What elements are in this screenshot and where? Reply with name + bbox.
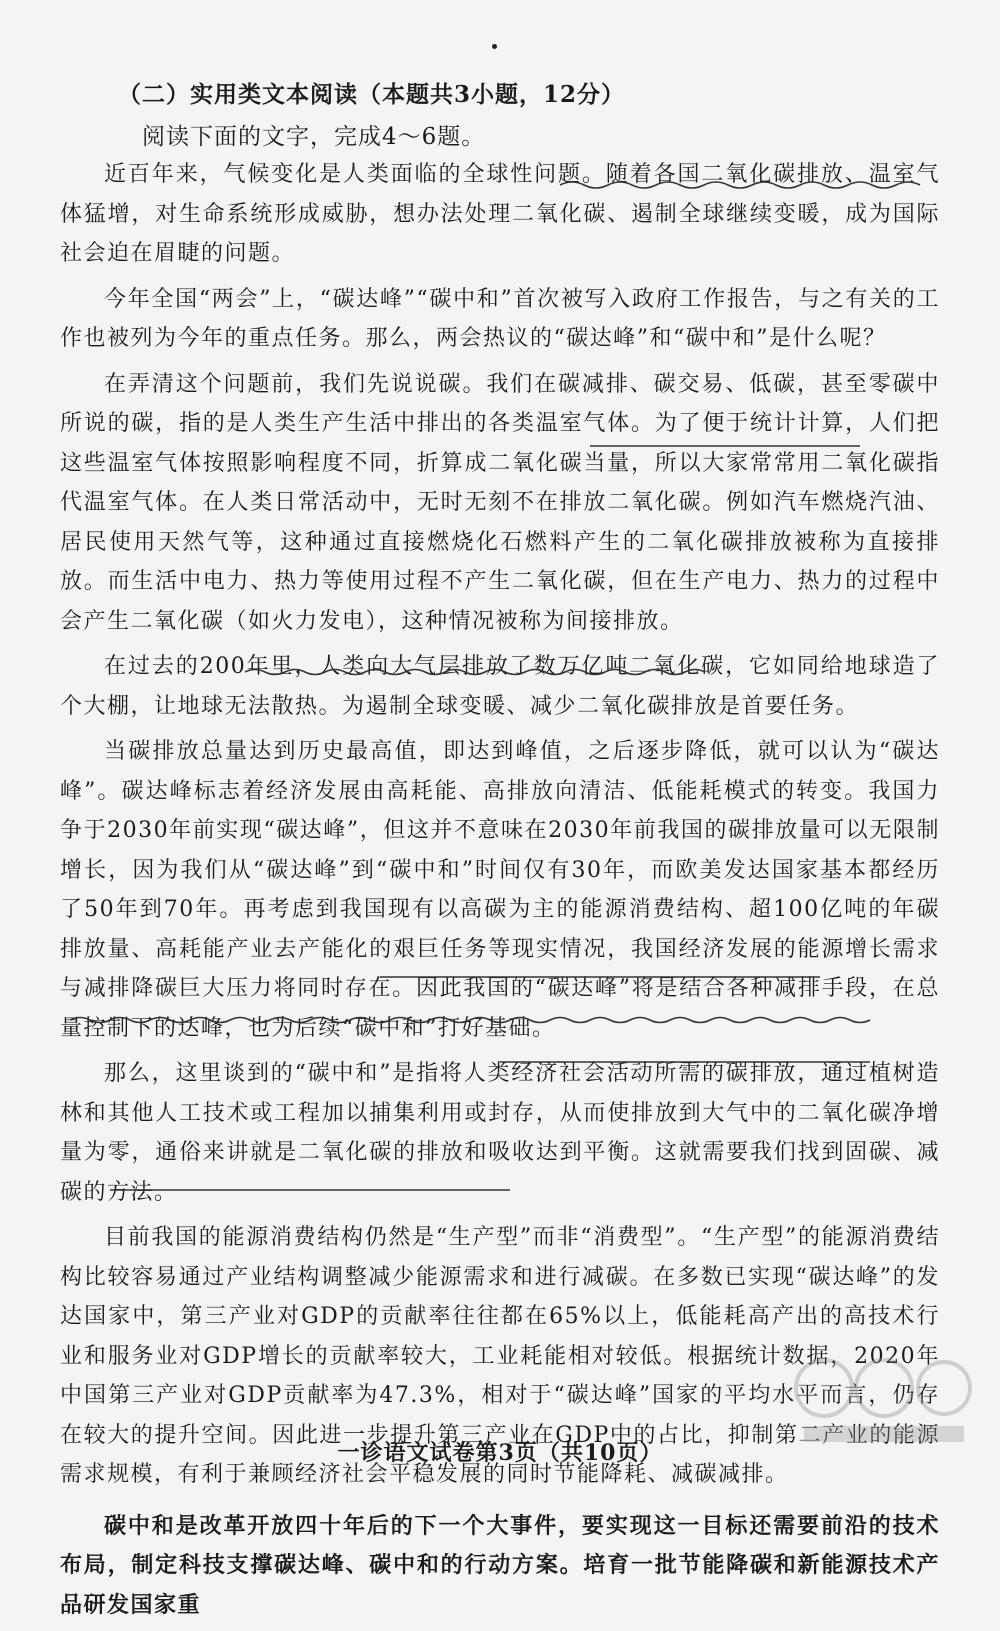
passage-paragraph: 在过去的200年里，人类向大气层排放了数万亿吨二氧化碳，它如同给地球造了个大棚，让地球无法散热。为遏制全球变暖、减少二氧化碳排放是首要任务。 xyxy=(60,654,940,719)
section-heading: （二）实用类文本阅读（本题共3小题，12分） xyxy=(118,81,626,108)
page-dot xyxy=(492,44,497,49)
reading-instruction: 阅读下面的文字，完成4～6题。 xyxy=(142,124,486,150)
passage-paragraph: 今年全国“两会”上，“碳达峰”“碳中和”首次被写入政府工作报告，与之有关的工作也被列为今年的重点任务。那么，两会热议的“碳达峰”和“碳中和”是什么呢？ xyxy=(60,286,940,351)
passage-paragraph: 碳中和是改革开放四十年后的下一个大事件，要实现这一目标还需要前沿的技术布局，制定科技支撑碳达峰、碳中和的行动方案。培育一批节能降碳和新能源技术产品研发国家重 xyxy=(60,1512,940,1618)
passage-paragraph: 那么，这里谈到的“碳中和”是指将人类经济社会活动所需的碳排放，通过植树造林和其他人工技术或工程加以捕集利用或封存，从而使排放到大气中的二氧化碳净增量为零，通俗来讲就是二氧化碳的排放和吸收达到平衡。这就需要我们找到固碳、减碳的方法。 xyxy=(60,1061,940,1205)
passage-paragraph: 在弄清这个问题前，我们先说说碳。我们在碳减排、碳交易、低碳，甚至零碳中所说的碳，指的是人类生产生活中排出的各类温室气体。为了便于统计计算，人们把这些温室气体按照影响程度不同，折算成二氧化碳当量，所以大家常常用二氧化碳指代温室气体。在人类日常活动中，无时无刻不在排放二氧化碳。例如汽车燃烧汽油、居民使用天然气等，这种通过直接燃烧化石燃料产生的二氧化碳排放被称为直接排放。而生活中电力、热力等使用过程不产生二氧化碳，但在生产电力、热力的过程中会产生二氧化碳（如火力发电），这种情况被称为间接排放。 xyxy=(60,371,940,634)
passage-paragraph: 目前我国的能源消费结构仍然是“生产型”而非“消费型”。“生产型”的能源消费结构比较容易通过产业结构调整减少能源需求和进行减碳。在多数已实现“碳达峰”的发达国家中，第三产业对GDP的贡献率往往都在65%以上，低能耗高产出的高技术行业和服务业对GDP增长的贡献率较大，工业耗能相对较低。根据统计数据，2020年中国第三产业对GDP贡献率为47.3%，相对于“碳达峰”国家的平均水平而言，仍存在较大的提升空间。因此进一步提升第三产业在GDP中的占比，抑制第二产业的能源需求规模，有利于兼顾经济社会平稳发展的同时节能降耗、减碳减排。 xyxy=(60,1225,940,1487)
page-footer: 一诊语文试卷第3页（共10页） xyxy=(337,1440,663,1466)
corner-watermark xyxy=(784,1348,974,1448)
passage-paragraph: 当碳排放总量达到历史最高值，即达到峰值，之后逐步降低，就可以认为“碳达峰”。碳达峰标志着经济发展由高耗能、高排放向清洁、低能耗模式的转变。我国力争于2030年前实现“碳达峰”，但这并不意味在2030年前我国的碳排放量可以无限制增长，因为我们从“碳达峰”到“碳中和”时间仅有30年，而欧美发达国家基本都经历了50年到70年。再考虑到我国现有以高碳为主的能源消费结构、超100亿吨的年碳排放量、高耗能产业去产能化的艰巨任务等现实情况，我国经济发展的能源增长需求与减排降碳巨大压力将同时存在。因此我国的“碳达峰”将是结合各种减排手段，在总量控制下的达峰，也为后续“碳中和”打好基础。 xyxy=(60,739,940,1041)
passage-paragraph: 近百年来，气候变化是人类面临的全球性问题。随着各国二氧化碳排放、温室气体猛增，对生命系统形成威胁，想办法处理二氧化碳、遏制全球继续变暖，成为国际社会迫在眉睫的问题。 xyxy=(60,162,940,266)
